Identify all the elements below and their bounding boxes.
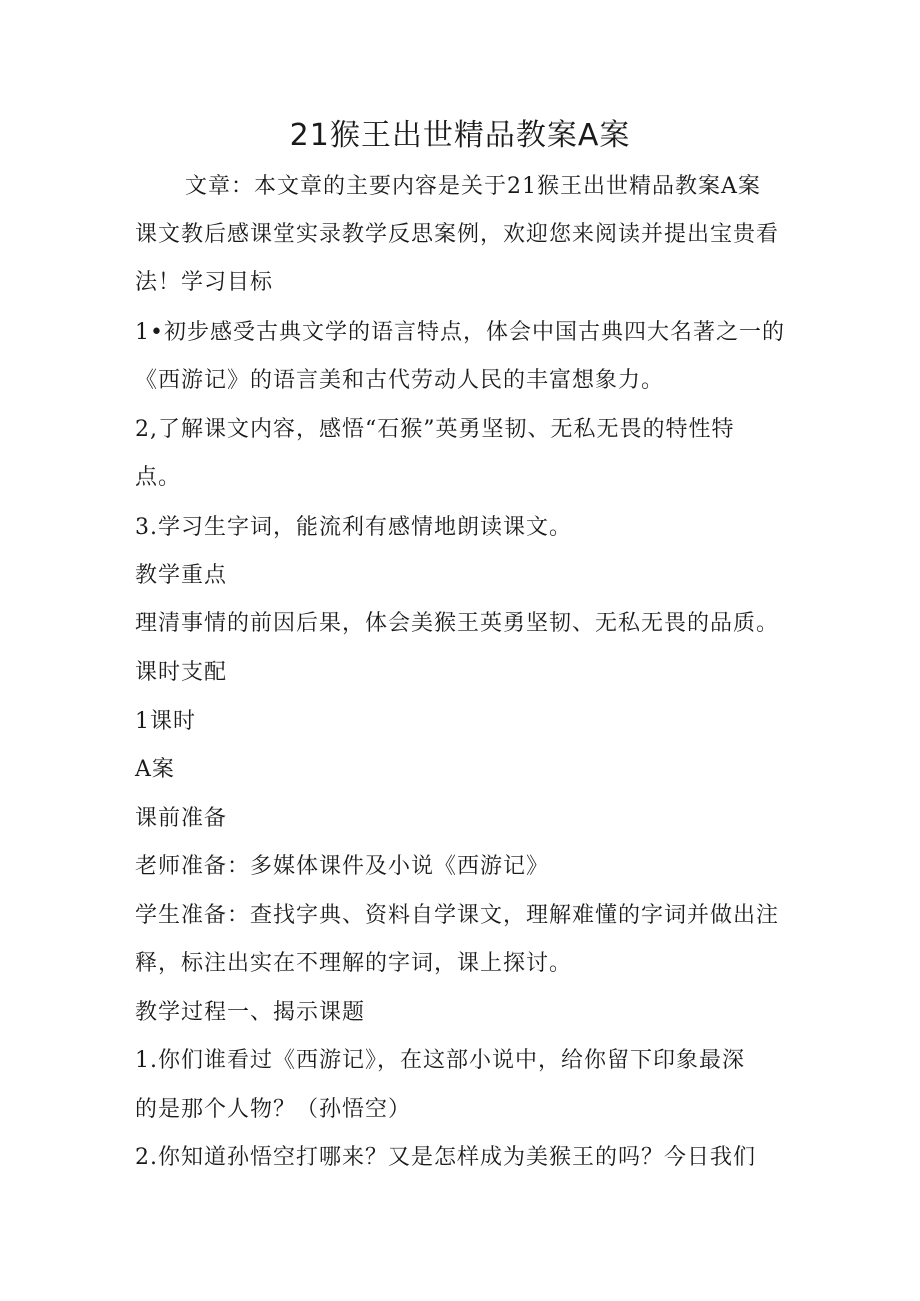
section-heading: 教学过程一、揭示课题: [135, 1000, 366, 1025]
paragraph-line: 1课时: [135, 709, 196, 734]
paragraph-line: 2.你知道孙悟空打哪来？又是怎样成为美猴王的吗？今日我们: [135, 1145, 756, 1170]
paragraph-line: 老师准备：多媒体课件及小说《西游记》: [135, 854, 550, 879]
section-heading: 课时支配: [135, 660, 228, 685]
intro-line: 法！学习目标: [135, 270, 274, 295]
intro-line: 文章：本文章的主要内容是关于21猴王出世精品教案A案: [185, 174, 761, 199]
paragraph-line: 理清事情的前因后果，体会美猴王英勇坚韧、无私无畏的品质。: [135, 611, 780, 636]
document-title: 21猴王出世精品教案A案: [289, 118, 631, 153]
objective-line: 3.学习生字词，能流利有感情地朗读课文。: [135, 515, 572, 540]
paragraph-line: 释，标注出实在不理解的字词，课上探讨。: [135, 951, 573, 976]
objective-line: 1•初步感受古典文学的语言特点，体会中国古典四大名著之一的: [135, 320, 785, 345]
objective-line: 《西游记》的语言美和古代劳动人民的丰富想象力。: [135, 368, 665, 393]
section-heading: 课前准备: [135, 806, 228, 831]
section-heading: A案: [135, 757, 175, 782]
paragraph-line: 学生准备：查找字典、资料自学课文，理解难懂的字词并做出注: [135, 903, 780, 928]
objective-line: 点。: [135, 465, 182, 490]
paragraph-line: 1.你们谁看过《西游记》，在这部小说中，给你留下印象最深: [135, 1048, 745, 1073]
intro-line: 课文教后感课堂实录教学反思案例，欢迎您来阅读并提出宝贵看: [135, 222, 780, 247]
paragraph-line: 的是那个人物？（孙悟空）: [135, 1097, 412, 1122]
section-heading: 教学重点: [135, 563, 228, 588]
objective-line: 2,了解课文内容，感悟“石猴”英勇坚韧、无私无畏的特性特: [135, 417, 735, 442]
